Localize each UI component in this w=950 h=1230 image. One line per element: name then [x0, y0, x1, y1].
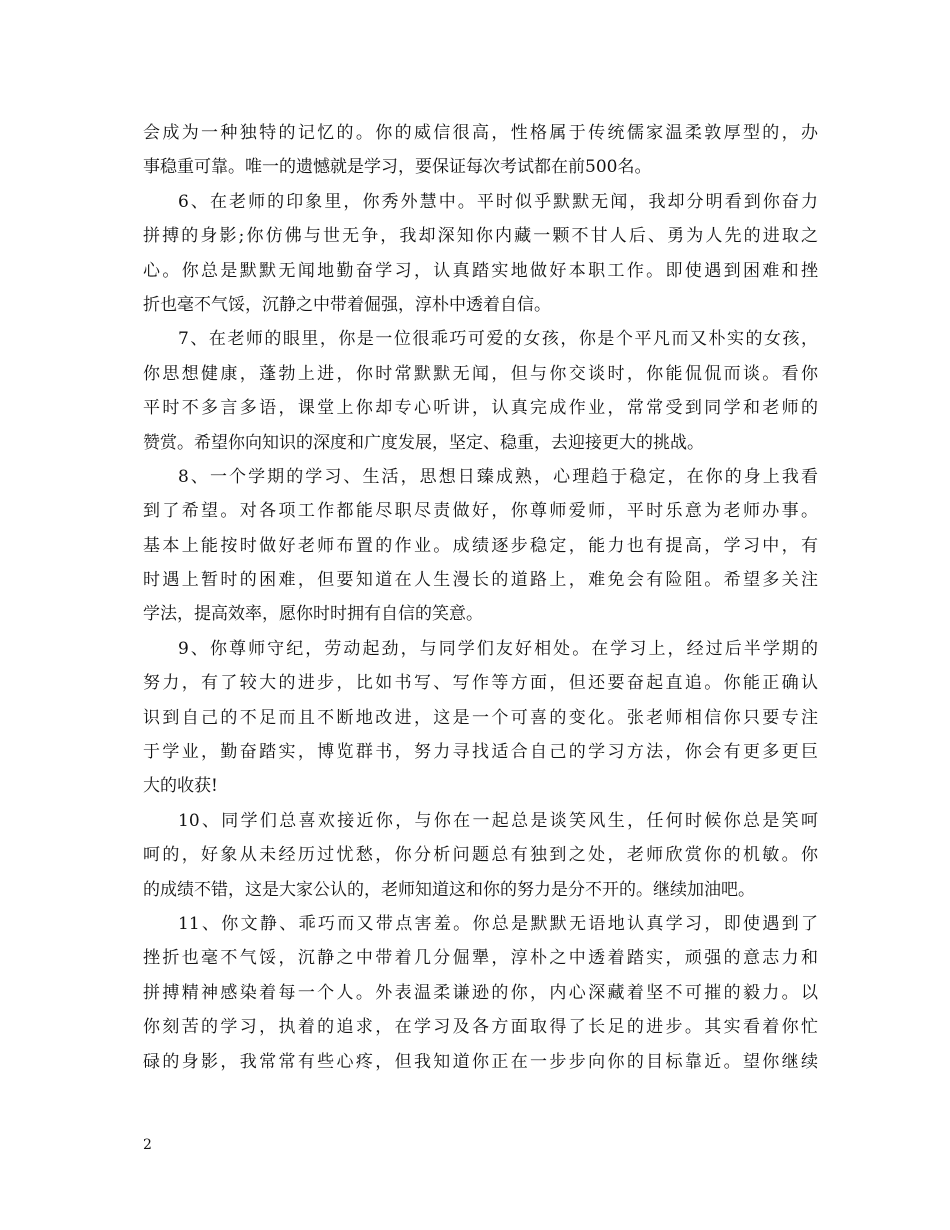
- paragraph-11: [143, 907, 818, 1079]
- text-line: 会成为一种独特的记忆的。你的威信很高，性格属于传统儒家温柔敦厚型的，办: [143, 123, 818, 143]
- text-line: 时遇上暂时的困难，但要知道在人生漫长的道路上，难免会有险阻。希望多关注: [143, 570, 818, 591]
- text-line: 基本上能按时做好老师布置的作业。成绩逐步稳定，能力也有提高，学习中，有: [143, 535, 818, 556]
- text-line: 你思想健康，蓬勃上进，你时常默默无闻，但与你交谈时，你能侃侃而谈。看你: [143, 363, 818, 384]
- text-line: 大的收获!: [143, 776, 218, 797]
- text-line: 赞赏。希望你向知识的深度和广度发展，坚定、稳重，去迎接更大的挑战。: [143, 432, 704, 453]
- text-line: 于学业，勤奋踏实，博览群书，努力寻找适合自己的学习方法，你会有更多更巨: [143, 742, 818, 763]
- text-line: 7、在老师的眼里，你是一位很乖巧可爱的女孩，你是个平凡而又朴实的女孩，: [178, 329, 818, 350]
- text-line: 事稳重可靠。唯一的遗憾就是学习，要保证每次考试都在前500名。: [143, 157, 652, 178]
- text-line: 碌的身影，我常常有些心疼，但我知道你正在一步步向你的目标靠近。望你继续: [143, 1051, 818, 1072]
- paragraph-7: [143, 322, 818, 460]
- text-line: 呵的，好象从未经历过忧愁，你分析问题总有独到之处，老师欣赏你的机敏。你: [143, 845, 818, 866]
- text-line: 心。你总是默默无闻地勤奋学习，认真踏实地做好本职工作。即使遇到困难和挫: [143, 260, 818, 281]
- paragraph-6: [143, 185, 818, 323]
- text-line: 你刻苦的学习，执着的追求，在学习及各方面取得了长足的进步。其实看着你忙: [143, 1017, 818, 1038]
- text-line: 10、同学们总喜欢接近你，与你在一起总是谈笑风生，任何时候你总是笑呵: [178, 810, 818, 831]
- text-line: 折也毫不气馁，沉静之中带着倔强，淳朴中透着自信。: [143, 294, 551, 315]
- page-number: 2: [143, 1137, 152, 1153]
- paragraph-8: [143, 460, 818, 632]
- text-line: 的成绩不错，这是大家公认的，老师知道这和你的努力是分不开的。继续加油吧。: [143, 879, 755, 900]
- text-line: 9、你尊师守纪，劳动起劲，与同学们友好相处。在学习上，经过后半学期的: [178, 638, 818, 659]
- text-line: 拼搏的身影;你仿佛与世无争，我却深知你内藏一颗不甘人后、勇为人先的进取之: [143, 226, 818, 247]
- paragraph-5-continued: [143, 116, 818, 185]
- text-line: 拼搏精神感染着每一个人。外表温柔谦逊的你，内心深藏着坚不可摧的毅力。以: [143, 982, 818, 1003]
- paragraph-9: [143, 632, 818, 804]
- text-line: 平时不多言多语，课堂上你却专心听讲，认真完成作业，常常受到同学和老师的: [143, 398, 818, 419]
- paragraph-10: [143, 804, 818, 907]
- text-line: 11、你文静、乖巧而又带点害羞。你总是默默无语地认真学习，即使遇到了: [178, 913, 818, 934]
- text-line: 挫折也毫不气馁，沉静之中带着几分倔犟，淳朴之中透着踏实，顽强的意志力和: [143, 948, 818, 969]
- text-line: 识到自己的不足而且不断地改进，这是一个可喜的变化。张老师相信你只要专注: [143, 707, 818, 728]
- text-line: 努力，有了较大的进步，比如书写、写作等方面，但还要奋起直追。你能正确认: [143, 673, 818, 694]
- text-line: 8、一个学期的学习、生活，思想日臻成熟，心理趋于稳定，在你的身上我看: [178, 466, 818, 487]
- text-line: 到了希望。对各项工作都能尽职尽责做好，你尊师爱师，平时乐意为老师办事。: [143, 501, 818, 522]
- text-line: 6、在老师的印象里，你秀外慧中。平时似乎默默无闻，我却分明看到你奋力: [178, 191, 818, 212]
- text-line: 学法，提高效率，愿你时时拥有自信的笑意。: [143, 604, 483, 625]
- document-body: [143, 116, 818, 1079]
